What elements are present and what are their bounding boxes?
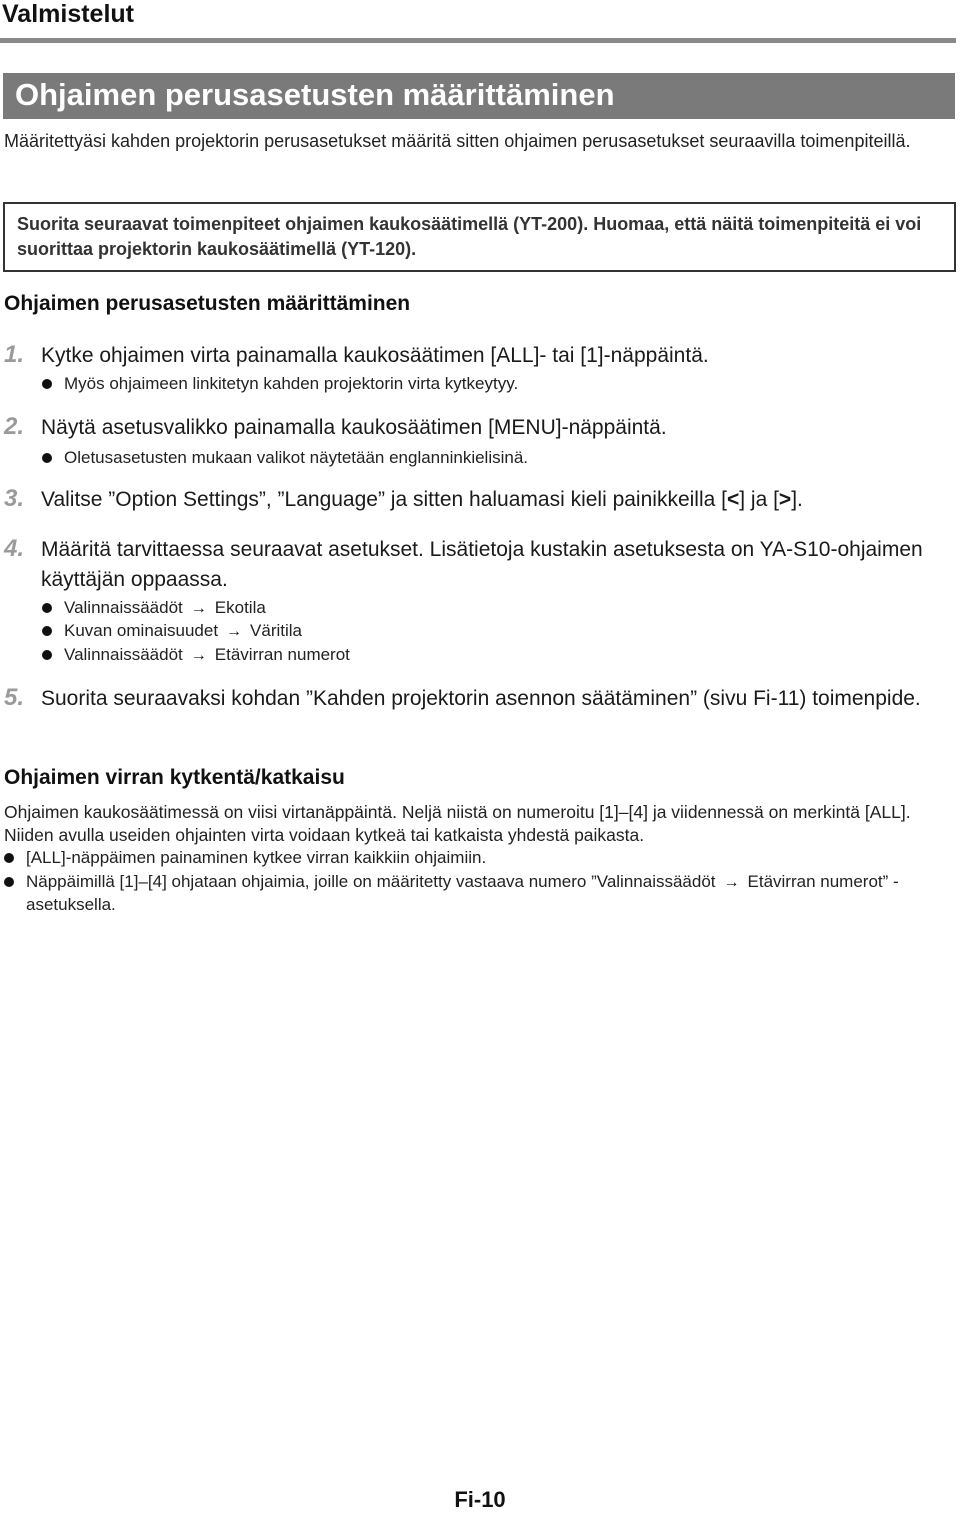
arrow-right-icon: → <box>190 647 207 664</box>
setting-menu: Valinnaissäädöt <box>64 645 183 664</box>
arrow-right-icon: → <box>226 623 243 640</box>
step-text: Suorita seuraavaksi kohdan ”Kahden projektorin asennon säätäminen” (sivu Fi-11) toimenpide. <box>41 687 921 710</box>
step-text: Näytä asetusvalikko painamalla kaukosäätimen [MENU]-näppäintä. <box>41 416 667 439</box>
bullet-icon <box>4 877 14 887</box>
power-heading: Ohjaimen virran kytkentä/katkaisu <box>4 766 345 789</box>
setting-menu: Kuvan ominaisuudet <box>64 621 219 640</box>
bullet-icon <box>42 603 52 613</box>
step-number: 2. <box>4 413 25 440</box>
step-text <box>41 485 953 515</box>
chevron-right-icon: > <box>778 488 792 511</box>
bullet-text: Oletusasetusten mukaan valikot näytetään englanninkielisinä. <box>64 448 529 467</box>
procedure-heading: Ohjaimen perusasetusten määrittäminen <box>4 292 411 315</box>
chapter-divider <box>0 38 956 43</box>
step-number: 4. <box>4 535 25 562</box>
bullet-text: [ALL]-näppäimen painaminen kytkee virran kaikkiin ohjaimiin. <box>26 848 487 867</box>
note-text: Suorita seuraavat toimenpiteet ohjaimen kaukosäätimellä (YT-200). Huomaa, että näitä toimenpiteitä ei voi suorittaa projektorin kaukosäätimellä (YT-120). <box>17 214 922 259</box>
step-text: Määritä tarvittaessa seuraavat asetukset. Lisätietoja kustakin asetuksesta on YA-S10-ohjaimen käyttäjän oppaassa. <box>41 538 923 591</box>
page-number: Fi-10 <box>454 1487 506 1512</box>
bullet-icon <box>42 453 52 463</box>
step-text-part: ]. <box>791 488 803 511</box>
step-text-part: ] ja [ <box>739 488 779 511</box>
step-number: 3. <box>4 485 25 512</box>
step-text-part: Valitse ”Option Settings”, ”Language” ja sitten haluamasi kieli painikkeilla [ <box>41 488 727 511</box>
bullet-text: Näppäimillä [1]–[4] ohjataan ohjaimia, joille on määritetty vastaava numero ”Valinnaissäädöt <box>26 872 716 891</box>
bullet-icon <box>4 853 14 863</box>
arrow-right-icon: → <box>190 600 207 617</box>
bullet-icon <box>42 626 52 636</box>
step-text: Kytke ohjaimen virta painamalla kaukosäätimen [ALL]- tai [1]-näppäintä. <box>41 344 709 367</box>
setting-item: Ekotila <box>214 598 266 617</box>
chapter-title: Valmistelut <box>2 0 134 28</box>
step-number: 1. <box>4 341 25 368</box>
section-banner <box>3 73 955 119</box>
note-box <box>3 202 956 272</box>
arrow-right-icon: → <box>723 874 740 891</box>
bullet-text: Etävirran numerot” -asetuksella. <box>26 872 899 914</box>
power-paragraph: Ohjaimen kaukosäätimessä on viisi virtanäppäintä. Neljä niistä on numeroitu [1]–[4] ja viidennessä on merkintä [ALL]. Niiden avulla useiden ohjainten virta voidaan kytkeä tai katkaista yhdestä paikasta. <box>4 802 911 845</box>
setting-menu: Valinnaissäädöt <box>64 598 183 617</box>
setting-item: Etävirran numerot <box>214 645 350 664</box>
step-number: 5. <box>4 684 25 711</box>
chevron-left-icon: < <box>726 488 740 511</box>
setting-item: Väritila <box>250 621 303 640</box>
bullet-text: Myös ohjaimeen linkitetyn kahden projektorin virta kytkeytyy. <box>64 374 519 393</box>
section-title: Ohjaimen perusasetusten määrittäminen <box>15 77 615 112</box>
intro-paragraph: Määritettyäsi kahden projektorin perusasetukset määritä sitten ohjaimen perusasetukset seuraavilla toimenpiteillä. <box>4 131 911 151</box>
bullet-icon <box>42 379 52 389</box>
bullet-icon <box>42 650 52 660</box>
